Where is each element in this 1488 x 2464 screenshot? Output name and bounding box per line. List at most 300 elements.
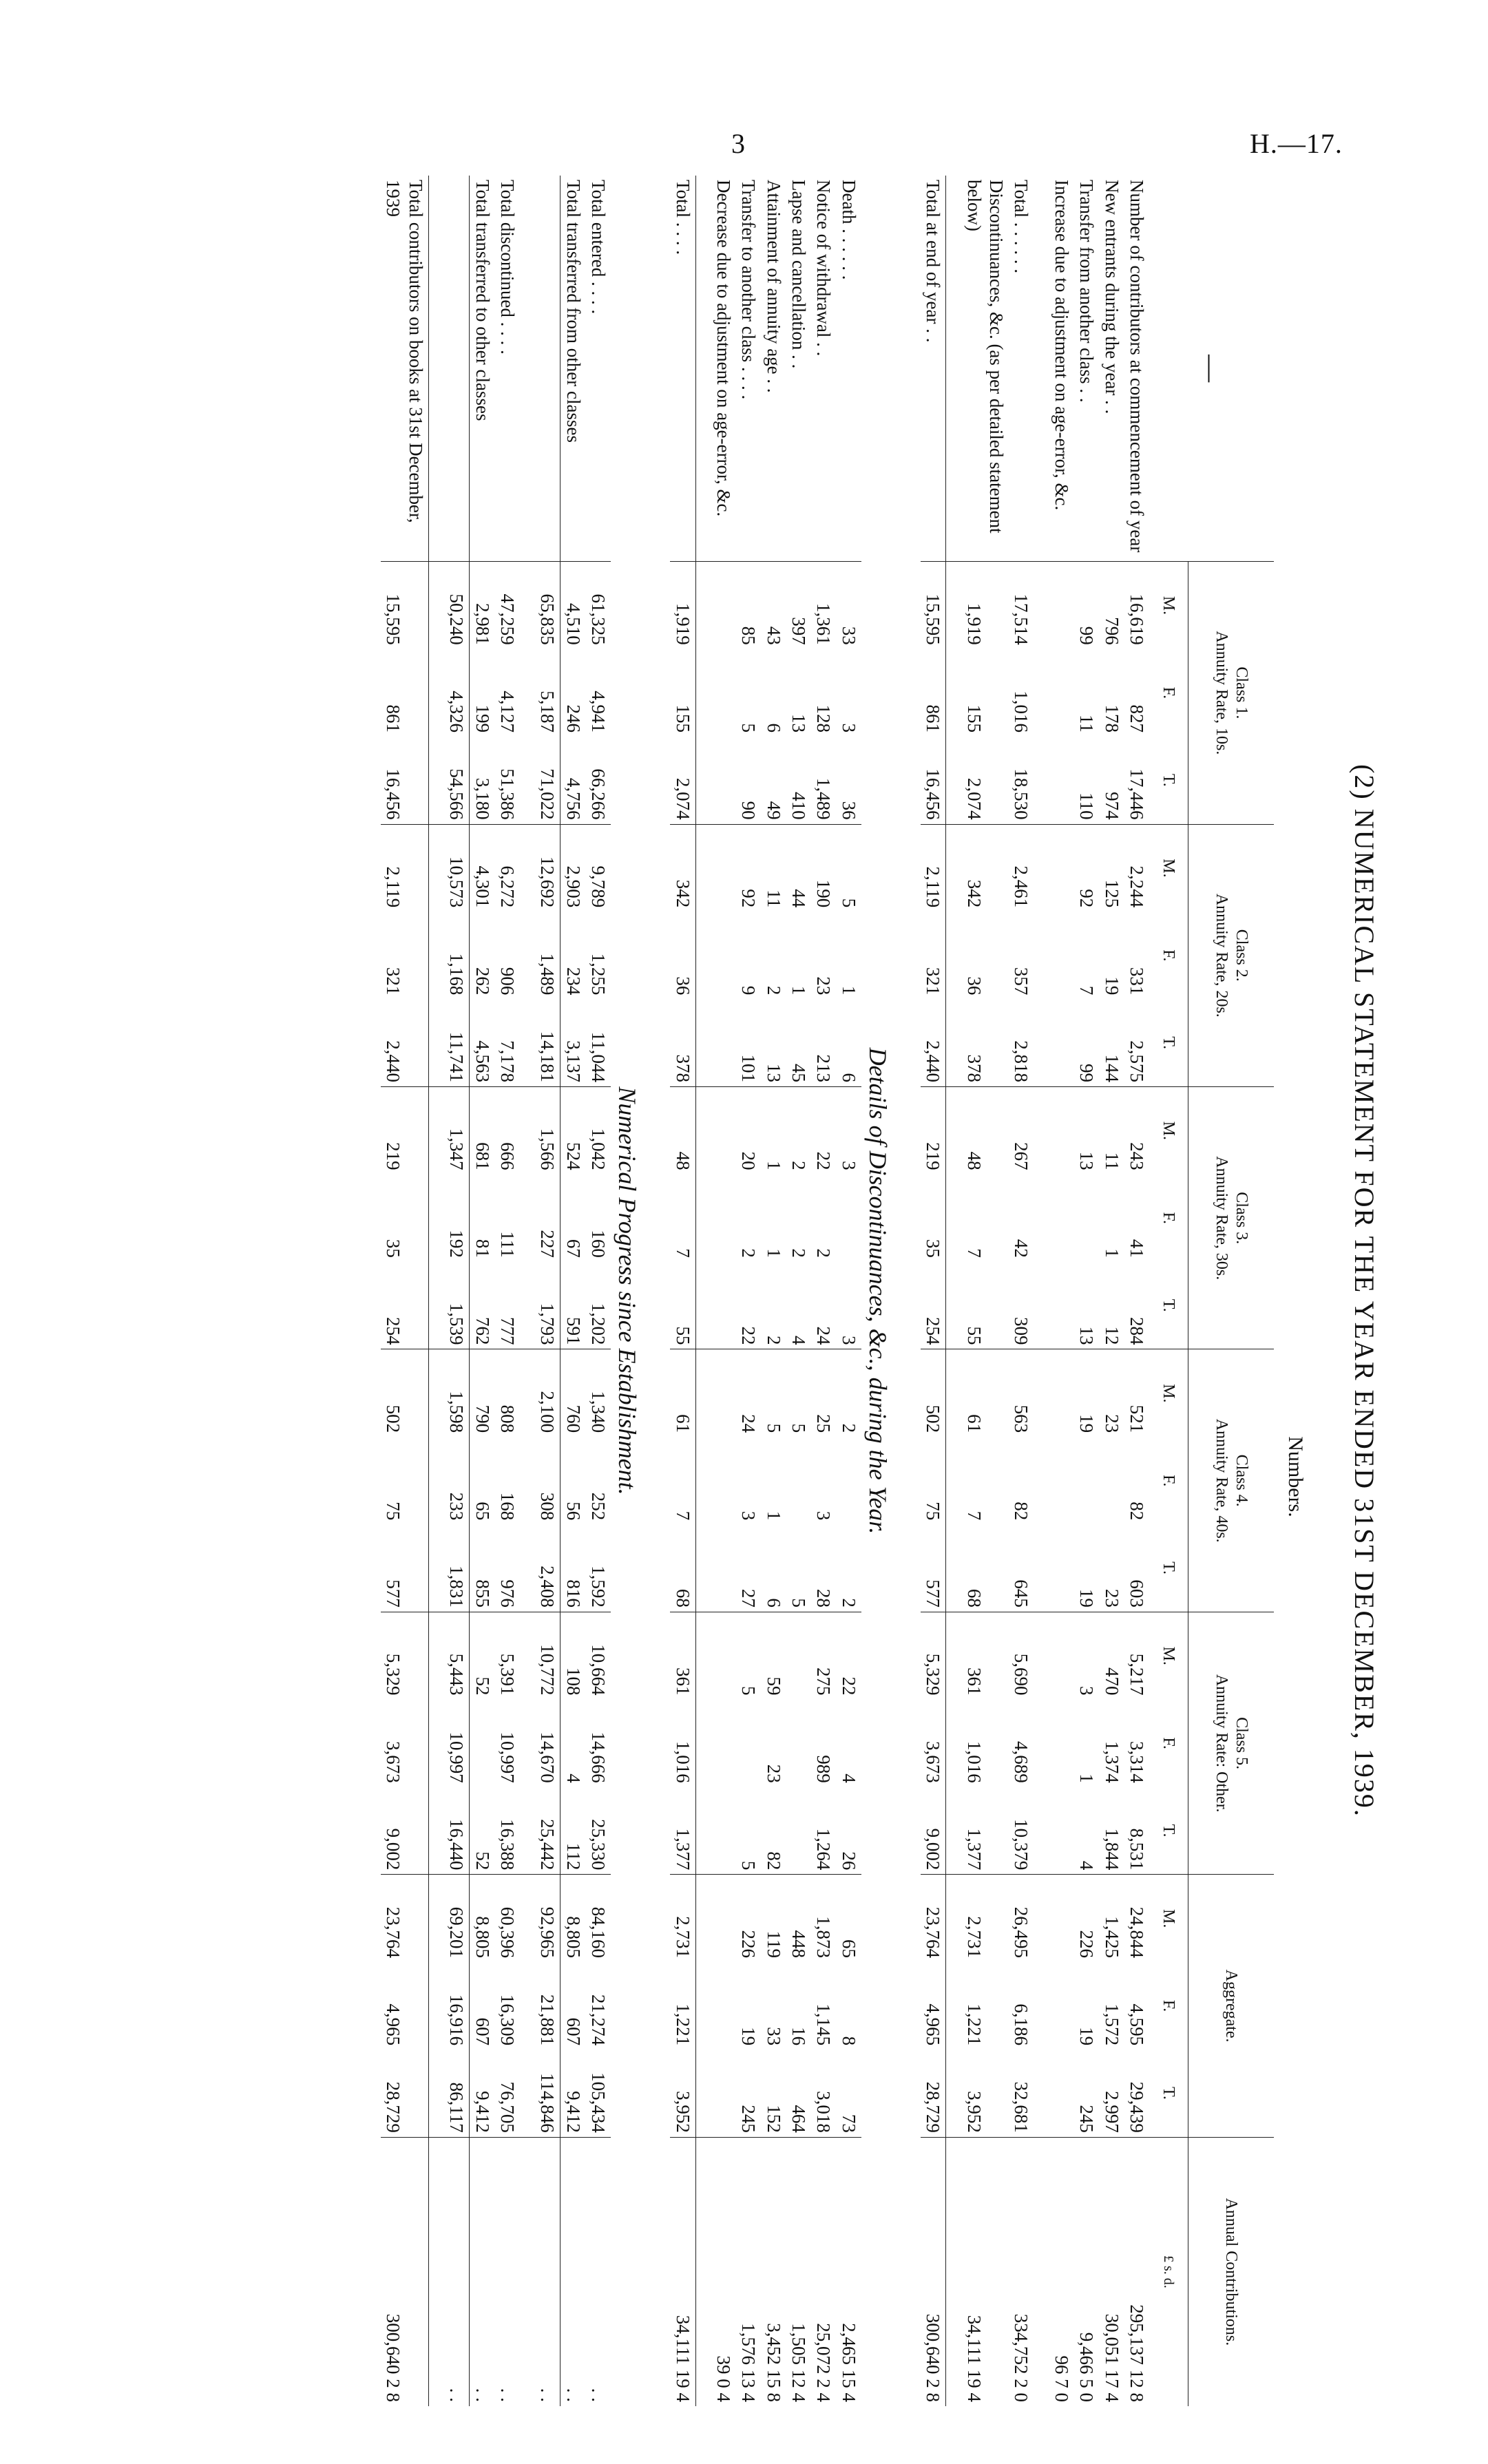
value-cell: 252	[588, 1492, 609, 1521]
value-cell: 1,572	[1101, 2003, 1122, 2046]
value-cell: 762	[472, 1316, 493, 1345]
value-cell: 1,919	[670, 562, 695, 649]
value-cell: 464	[788, 2105, 810, 2133]
value-cell: 23,764	[921, 1875, 946, 1962]
value-cell: 321	[381, 912, 428, 999]
value-cell: 2,981	[470, 562, 495, 649]
value-cell: . .	[470, 2137, 495, 2406]
value-cell: 1,042	[586, 1087, 611, 1175]
value-cell: 105,434	[588, 2072, 609, 2133]
value-cell: 275	[811, 1612, 836, 1699]
value-cell: 28	[813, 1588, 835, 1608]
value-cell: 2,119	[921, 824, 946, 912]
value-cell: 13	[1076, 1326, 1098, 1345]
value-cell: 32,681	[1011, 2081, 1032, 2133]
value-cell: 119	[761, 1875, 786, 1962]
value-cell: 23	[763, 1764, 784, 1783]
value-cell: 378	[963, 1054, 985, 1083]
value-cell: 3,952	[963, 2091, 985, 2133]
value-cell	[786, 1700, 811, 1787]
row-description	[444, 176, 470, 562]
row-description: Total . . . .	[670, 176, 695, 562]
value-cell: 502	[921, 1349, 946, 1437]
value-cell: 128	[813, 704, 835, 733]
value-cell: 4,563	[472, 1040, 493, 1083]
value-cell: 5,217	[1124, 1612, 1149, 1699]
value-cell: 267	[1009, 1087, 1034, 1175]
value-cell: 219	[381, 1087, 428, 1175]
sex-column-header: M.	[1149, 1087, 1188, 1175]
sex-column-header: M.	[1149, 824, 1188, 912]
value-cell	[711, 1262, 736, 1349]
value-cell: 16,309	[496, 1994, 518, 2046]
row-description: Total transferred from other classes	[563, 180, 584, 443]
sex-column-header: M.	[1149, 1349, 1188, 1437]
value-cell: 24	[813, 1326, 835, 1345]
value-cell: 36	[670, 912, 695, 999]
value-cell: 25,330	[588, 1819, 609, 1871]
value-cell: 1,255	[588, 953, 609, 996]
value-cell	[711, 2050, 736, 2137]
value-cell: 3	[836, 1087, 861, 1175]
value-cell: 790	[470, 1349, 495, 1437]
value-cell: 99	[1074, 562, 1099, 649]
value-cell	[711, 1349, 736, 1437]
value-cell: 13	[788, 713, 810, 733]
value-cell: 9,002	[381, 1787, 428, 1875]
value-cell: 39 0 4	[711, 2137, 736, 2406]
value-cell: 16,916	[444, 1962, 470, 2050]
value-cell: 378	[670, 999, 695, 1086]
value-cell: 2,465 15 4	[836, 2137, 861, 2406]
class-header	[1188, 1875, 1275, 2137]
value-cell: 50,240	[444, 562, 470, 649]
value-cell	[1049, 1524, 1073, 1612]
value-cell: 16,388	[496, 1819, 518, 1871]
value-cell: 43	[761, 562, 786, 649]
row-description: Death . . . . . .	[838, 180, 859, 280]
value-cell: 226	[1074, 1875, 1099, 1962]
value-cell: 234	[563, 967, 584, 996]
value-cell: 309	[1011, 1316, 1032, 1345]
value-cell: 5	[761, 1349, 786, 1437]
value-cell: 3,673	[381, 1700, 428, 1787]
value-cell: 22	[738, 1326, 759, 1345]
value-cell: 192	[444, 1175, 470, 1262]
value-cell: . .	[495, 2137, 520, 2406]
class-name: Class 3.	[1232, 1192, 1250, 1245]
sex-column-header: T.	[1149, 1262, 1188, 1349]
value-cell: 152	[763, 2105, 784, 2133]
value-cell: 2,100	[535, 1349, 560, 1437]
sex-column-header: F.	[1149, 649, 1188, 737]
value-cell	[711, 1524, 736, 1612]
value-cell: 25,442	[535, 1787, 560, 1875]
value-cell	[711, 649, 736, 737]
value-cell: 15,595	[921, 562, 946, 649]
value-cell: 861	[381, 649, 428, 737]
value-cell: 577	[381, 1524, 428, 1612]
value-cell: 2,818	[1011, 1040, 1032, 1083]
value-cell: 245	[1076, 2105, 1098, 2133]
class-name: Class 1.	[1232, 666, 1250, 719]
value-cell: 3	[838, 723, 859, 733]
value-cell	[1074, 1175, 1099, 1262]
row-description: Total contributors on books at 31st December, 1939	[381, 176, 428, 562]
value-cell: 1,016	[1011, 691, 1032, 733]
row-description: Notice of withdrawal . .	[813, 180, 835, 357]
value-cell: 10,664	[586, 1612, 611, 1699]
value-cell: 168	[496, 1492, 518, 1521]
value-cell: 11,044	[588, 1031, 609, 1083]
value-cell: 308	[535, 1437, 560, 1524]
row-description: Total . . . . . .	[1011, 180, 1032, 274]
value-cell: 1,145	[813, 2003, 835, 2046]
value-cell	[711, 1087, 736, 1175]
value-cell: 808	[495, 1349, 520, 1437]
value-cell: 4,756	[563, 777, 584, 820]
value-cell: 524	[560, 1087, 586, 1175]
value-cell	[1049, 649, 1073, 737]
value-cell: 75	[381, 1437, 428, 1524]
spacer-row	[946, 176, 962, 2406]
value-cell: 1,168	[444, 912, 470, 999]
row-description: Discontinuances, &c. (as per detailed statement below)	[963, 180, 1007, 534]
value-cell: 82	[1127, 1502, 1147, 1521]
value-cell: 10,772	[535, 1612, 560, 1699]
value-cell	[786, 1437, 811, 1524]
value-cell: 49	[763, 801, 784, 820]
class-name: Class 5.	[1232, 1717, 1250, 1770]
value-cell: 82	[1011, 1502, 1032, 1521]
value-cell: 14,666	[588, 1731, 609, 1783]
value-cell: 226	[736, 1875, 761, 1962]
value-cell: 65	[836, 1875, 861, 1962]
value-cell: 61	[961, 1349, 1009, 1437]
value-cell: 35	[921, 1175, 946, 1262]
discontinuance-total-row	[670, 176, 695, 2406]
sex-column-header: M.	[1149, 562, 1188, 649]
final-total-row	[381, 176, 428, 2406]
value-cell: 47,259	[495, 562, 520, 649]
value-cell: 397	[786, 562, 811, 649]
value-cell: 11	[761, 824, 786, 912]
class-rate: Annuity Rate, 10s.	[1213, 631, 1230, 755]
value-cell: 6,272	[495, 824, 520, 912]
value-cell: 3	[1074, 1612, 1099, 1699]
description-header: —	[1196, 355, 1228, 383]
value-cell: 4,127	[496, 691, 518, 733]
value-cell: 1,202	[588, 1303, 609, 1345]
value-cell	[711, 737, 736, 824]
value-cell: 1	[763, 1510, 784, 1521]
value-cell: 26	[838, 1851, 859, 1871]
value-cell: 521	[1124, 1349, 1149, 1437]
value-cell: 2	[763, 985, 784, 996]
value-cell: 9	[738, 985, 759, 996]
value-cell: 7	[670, 1175, 695, 1262]
value-cell: 827	[1127, 704, 1147, 733]
value-cell: 4,326	[444, 649, 470, 737]
class-name: Aggregate.	[1222, 1969, 1241, 2043]
value-cell: 27	[738, 1588, 759, 1608]
value-cell: 342	[670, 824, 695, 912]
value-cell	[1049, 1175, 1073, 1262]
section-title: Details of Discontinuances, &c., during the Year.	[864, 1047, 892, 1535]
value-cell: 5,329	[921, 1612, 946, 1699]
value-cell: 34,111 19 4	[961, 2137, 1009, 2406]
document-reference: H.—17.	[1250, 128, 1343, 159]
value-cell: 21,881	[535, 1962, 560, 2050]
value-cell: 2	[836, 1349, 861, 1437]
value-cell: 5	[738, 1860, 759, 1871]
value-cell: 14,670	[535, 1700, 560, 1787]
value-cell: 2,074	[670, 737, 695, 824]
value-cell: 1,576 13 4	[736, 2137, 761, 2406]
value-cell: 5,329	[381, 1612, 428, 1699]
value-cell	[1049, 1349, 1073, 1437]
value-cell: 52	[472, 1851, 493, 1871]
value-cell: 4	[838, 1773, 859, 1783]
value-cell: 245	[738, 2105, 759, 2133]
value-cell: 357	[1011, 967, 1032, 996]
value-cell: 155	[963, 704, 985, 733]
value-cell: 6	[763, 723, 784, 733]
value-cell: 3	[813, 1510, 835, 1521]
value-cell: 25,072 2 4	[811, 2137, 836, 2406]
value-cell: 22	[811, 1087, 836, 1175]
value-cell: 777	[496, 1316, 518, 1345]
value-cell: 502	[381, 1349, 428, 1437]
value-cell: 331	[1127, 967, 1147, 996]
value-cell: 5	[788, 1598, 810, 1608]
value-cell: 681	[470, 1087, 495, 1175]
value-cell: . .	[535, 2137, 560, 2406]
value-cell: 262	[472, 967, 493, 996]
value-cell	[1049, 1087, 1073, 1175]
value-cell: 563	[1009, 1349, 1034, 1437]
value-cell	[736, 1700, 761, 1787]
total-row	[1009, 176, 1034, 2406]
value-cell: 92	[1074, 824, 1099, 912]
value-cell: 101	[738, 1054, 759, 1083]
value-cell: 76,705	[496, 2081, 518, 2133]
value-cell: 1,361	[811, 562, 836, 649]
value-cell: 334,752 2 0	[1009, 2137, 1034, 2406]
value-cell: 19	[1076, 2027, 1098, 2046]
value-cell: 114,846	[535, 2050, 560, 2137]
discontinuance-detail-row	[761, 176, 786, 2406]
value-cell: 1	[1101, 1248, 1122, 1258]
value-cell: 3	[738, 1510, 759, 1521]
value-cell: 233	[444, 1437, 470, 1524]
value-cell: 28,729	[921, 2050, 946, 2137]
value-cell	[786, 1612, 811, 1699]
contributor-row	[1099, 176, 1124, 2406]
class-header	[1188, 1612, 1275, 1874]
class-rate: Annuity Rate, 20s.	[1213, 893, 1230, 1018]
value-cell: 861	[921, 649, 946, 737]
value-cell: 5	[736, 1612, 761, 1699]
value-cell	[711, 562, 736, 649]
value-cell: 33	[763, 2027, 784, 2046]
value-cell: 2,997	[1101, 2091, 1122, 2133]
value-cell: 1,016	[670, 1700, 695, 1787]
value-cell: 34,111 19 4	[670, 2137, 695, 2406]
discontinuances-row	[961, 176, 1009, 2406]
class-name: Class 2.	[1232, 929, 1250, 982]
value-cell: 2	[786, 1087, 811, 1175]
row-description: Transfer from another class . .	[1076, 180, 1098, 403]
row-description: Total transferred to other classes	[472, 180, 493, 421]
value-cell: 84,160	[586, 1875, 611, 1962]
row-description	[535, 176, 560, 562]
value-cell: 19	[1101, 976, 1122, 996]
row-description: New entrants during the year . .	[1101, 180, 1122, 414]
value-cell: 36	[963, 976, 985, 996]
spacer-row	[1034, 176, 1049, 2406]
value-cell: 12,692	[535, 824, 560, 912]
value-cell	[711, 824, 736, 912]
discontinuance-detail-row	[711, 176, 736, 2406]
value-cell: 155	[670, 649, 695, 737]
sex-column-header: T.	[1149, 2050, 1188, 2137]
value-cell	[1049, 1962, 1073, 2050]
value-cell: 48	[961, 1087, 1009, 1175]
value-cell: 82	[763, 1851, 784, 1871]
value-cell: 75	[921, 1437, 946, 1524]
value-cell: 67	[563, 1239, 584, 1258]
value-cell: 96 7 0	[1049, 2137, 1073, 2406]
value-cell: 410	[788, 792, 810, 820]
discontinuance-detail-row	[836, 176, 861, 2406]
value-cell: 11,741	[444, 999, 470, 1086]
value-cell	[1049, 999, 1073, 1086]
value-cell: 30,051 17 4	[1099, 2137, 1124, 2406]
value-cell: 35	[381, 1175, 428, 1262]
value-cell: 17,446	[1127, 768, 1147, 820]
value-cell: 4,689	[1011, 1740, 1032, 1783]
discontinuance-detail-row	[811, 176, 836, 2406]
value-cell: 213	[813, 1054, 835, 1083]
class-header	[1188, 1349, 1275, 1612]
value-cell: 10,997	[444, 1700, 470, 1787]
value-cell: 227	[535, 1175, 560, 1262]
value-cell: 42	[1011, 1239, 1032, 1258]
class-header	[1188, 562, 1275, 824]
value-cell	[836, 1437, 861, 1524]
value-cell: 16,619	[1124, 562, 1149, 649]
section-title: Numerical Progress since Establishment.	[614, 1086, 642, 1495]
value-cell: 1,592	[588, 1566, 609, 1608]
value-cell: 111	[496, 1231, 518, 1258]
sex-column-header: F.	[1149, 1437, 1188, 1524]
value-cell: 26,495	[1009, 1875, 1034, 1962]
value-cell: 4	[788, 1335, 810, 1345]
value-cell: 1,340	[586, 1349, 611, 1437]
value-cell	[1049, 1262, 1073, 1349]
value-cell	[1049, 737, 1073, 824]
value-cell: 24,844	[1124, 1875, 1149, 1962]
value-cell: 48	[670, 1087, 695, 1175]
row-description: Total entered . . . .	[588, 180, 609, 315]
value-cell: 1,264	[813, 1828, 835, 1871]
value-cell: 16,440	[444, 1787, 470, 1875]
row-description: Increase due to adjustment on age-error, &c.	[1051, 180, 1072, 511]
value-cell: 607	[472, 2017, 493, 2046]
row-description: Total discontinued . . . .	[496, 180, 518, 355]
entered-row	[560, 176, 586, 2406]
value-cell: 1,374	[1101, 1740, 1122, 1783]
numerical-statement-table	[381, 176, 1274, 2406]
value-cell: 2	[763, 1335, 784, 1345]
value-cell: . .	[560, 2137, 586, 2406]
value-cell: 7	[670, 1437, 695, 1524]
value-cell: 974	[1101, 792, 1122, 820]
sex-column-header: T.	[1149, 1524, 1188, 1612]
value-cell: 1	[1076, 1773, 1098, 1783]
entered-sum-row	[535, 176, 560, 2406]
sex-column-header: F.	[1149, 1175, 1188, 1262]
value-cell: 243	[1124, 1087, 1149, 1175]
value-cell: 300,640 2 8	[381, 2137, 428, 2406]
value-cell: 86,117	[444, 2050, 470, 2137]
value-cell: 7,178	[496, 1040, 518, 1083]
end-of-year-row	[921, 176, 946, 2406]
value-cell: 55	[963, 1326, 985, 1345]
value-cell: 1,919	[961, 562, 1009, 649]
sex-column-header: T.	[1149, 737, 1188, 824]
value-cell: 1,831	[444, 1524, 470, 1612]
value-cell: 11	[1076, 714, 1098, 733]
value-cell	[786, 1787, 811, 1875]
value-cell: 61,325	[586, 562, 611, 649]
value-cell: 14,181	[535, 999, 560, 1086]
sex-column-header: F.	[1149, 1962, 1188, 2050]
value-cell: 99	[1076, 1064, 1098, 1083]
value-cell: 19	[1076, 1588, 1098, 1608]
value-cell: 219	[921, 1087, 946, 1175]
value-cell	[1049, 1875, 1073, 1962]
sex-column-header: F.	[1149, 1700, 1188, 1787]
value-cell: 44	[786, 824, 811, 912]
value-cell: 1	[788, 985, 810, 996]
value-cell: 577	[921, 1524, 946, 1612]
value-cell: . .	[586, 2137, 611, 2406]
row-description: Total at end of year . .	[921, 176, 946, 562]
value-cell: 1,873	[811, 1875, 836, 1962]
value-cell	[1099, 1437, 1124, 1524]
value-cell: 92	[736, 824, 761, 912]
discontinued-row	[495, 176, 520, 2406]
value-cell: . .	[444, 2137, 470, 2406]
value-cell: 4,941	[588, 691, 609, 733]
spacer-row	[428, 176, 444, 2406]
value-cell: 144	[1101, 1054, 1122, 1083]
value-cell: 342	[961, 824, 1009, 912]
section-row	[611, 176, 670, 2406]
value-cell: 4,301	[470, 824, 495, 912]
value-cell: 19	[738, 2027, 759, 2046]
value-cell: 300,640 2 8	[921, 2137, 946, 2406]
value-cell: 1,598	[444, 1349, 470, 1437]
value-cell	[711, 1700, 736, 1787]
class-rate: Annuity Rate, 30s.	[1213, 1156, 1230, 1281]
value-cell: 5	[786, 1349, 811, 1437]
value-cell: 13	[1074, 1087, 1099, 1175]
rotated-statement	[179, 176, 1384, 2406]
value-cell: 3,314	[1127, 1740, 1147, 1783]
